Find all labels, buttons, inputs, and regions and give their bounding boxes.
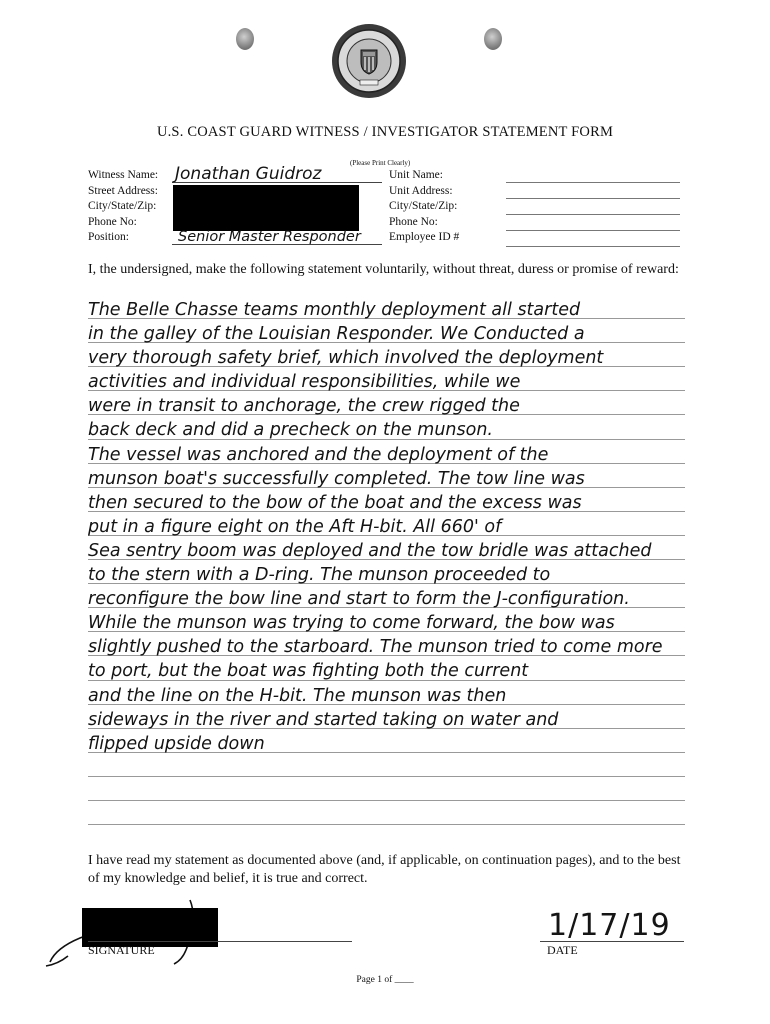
statement-line: While the munson was trying to come forward, the bow was [88,613,615,634]
statement-line: activities and individual responsibilities, while we [88,372,521,393]
street-address-label: Street Address: [88,184,158,197]
statement-line: The vessel was anchored and the deployment of the [88,444,549,465]
witness-name-label: Witness Name: [88,169,159,181]
date-label: DATE [547,943,578,957]
signature-label: SIGNATURE [88,943,155,957]
unit-address-label: Unit Address: [389,184,453,197]
handwritten-statement [88,298,688,756]
unit-city-line [506,214,680,215]
statement-line: flipped upside down [88,733,265,754]
statement-line: in the galley of the Louisian Responder. We Conducted a [88,324,585,345]
punch-hole-left [236,28,254,50]
statement-line: reconfigure the bow line and start to form the J-configuration. [88,589,630,610]
signature-line [88,941,352,942]
date-line [540,941,684,942]
print-note: (Please Print Clearly) [350,159,411,167]
employee-id-label: Employee ID # [389,231,460,243]
statement-line: put in a figure eight on the Aft H-bit. All 660' of [88,516,502,537]
statement-line: Sea sentry boom was deployed and the tow bridle was attached [88,540,652,561]
closing-statement: I have read my statement as documented above (and, if applicable, on continuation pages), and to the best of my knowledge and belief, it is true and correct. [88,853,681,886]
unit-phone-line [506,230,680,231]
ruled-line [88,800,685,801]
statement-line: back deck and did a precheck on the munson. [88,420,493,441]
ruled-line [88,824,685,825]
statement-line: The Belle Chasse teams monthly deployment all started [88,300,581,320]
right-label-column [389,168,459,246]
unit-city-state-zip-label: City/State/Zip: [389,200,458,212]
form-title: U.S. COAST GUARD WITNESS / INVESTIGATOR STATEMENT FORM [156,124,614,140]
witness-name-value: Jonathan Guidroz [175,164,322,184]
statement-line: very thorough safety brief, which involved the deployment [88,348,604,369]
page-number: Page 1 of ____ [356,975,414,985]
intro-statement: I, the undersigned, make the following statement voluntarily, without threat, duress or promise of reward: [88,262,679,277]
date-value: 1/17/19 [548,908,671,943]
position-value: Senior Master Responder [178,229,361,245]
phone-label: Phone No: [88,215,137,228]
statement-line: slightly pushed to the starboard. The munson tried to come more [88,637,663,658]
statement-line: to port, but the boat was fighting both the current [88,661,529,682]
statement-line: then secured to the bow of the boat and the excess was [88,492,582,513]
statement-line: and the line on the H-bit. The munson was then [88,685,507,706]
unit-phone-label: Phone No: [389,215,438,228]
coast-guard-seal-icon [330,22,408,100]
employee-id-line [506,246,680,247]
unit-name-label: Unit Name: [389,169,443,181]
redaction-block-address [173,185,359,231]
ruled-line [88,776,685,777]
unit-address-line [506,198,680,199]
statement-line: were in transit to anchorage, the crew rigged the [88,396,520,417]
city-state-zip-label: City/State/Zip: [88,200,157,212]
statement-line: sideways in the river and started taking on water and [88,709,559,730]
unit-name-line [506,182,680,183]
left-label-column [88,168,158,246]
statement-line: munson boat's successfully completed. The tow line was [88,468,585,489]
position-label: Position: [88,231,129,243]
statement-line: to the stern with a D-ring. The munson proceeded to [88,565,551,586]
punch-hole-right [484,28,502,50]
